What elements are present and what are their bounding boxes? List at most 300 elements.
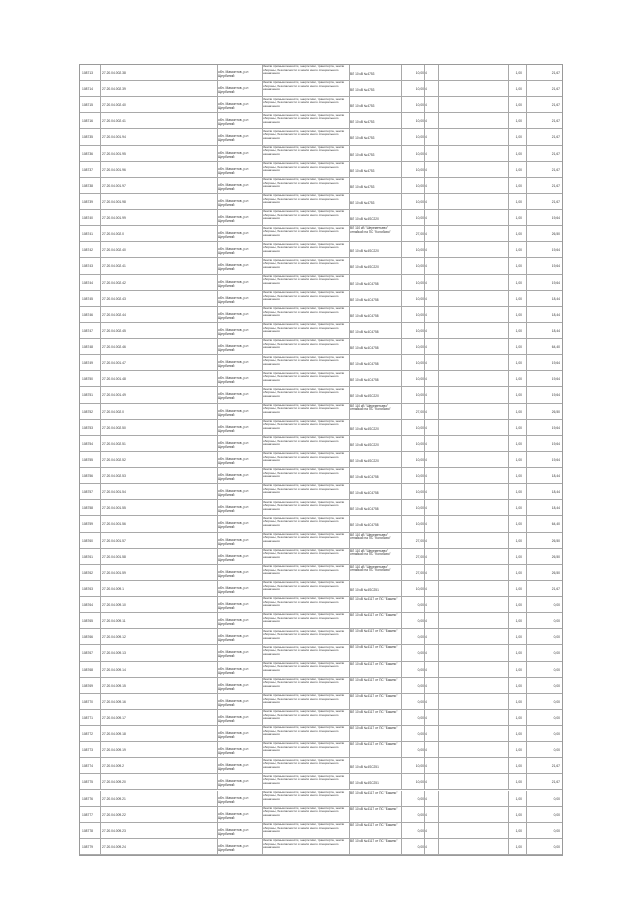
cell-location: обл. Мамонтов, р-н Щербиний <box>218 166 249 175</box>
column-divider <box>438 355 439 370</box>
cell-sum: 0,00 <box>553 619 560 624</box>
column-divider <box>508 97 509 112</box>
cell-id: 108713 <box>82 71 94 75</box>
cell-unit: 4 <box>425 280 427 285</box>
cell-object-name: ВЛ 110 кВ "Шереметьево" отпайкой на ПС "Колобово" <box>350 564 391 573</box>
column-divider <box>526 484 527 499</box>
cell-location: обл. Мамонтов, р-н Щербиний <box>218 440 249 449</box>
column-divider <box>438 436 439 451</box>
cell-rate: 1,00 <box>515 570 522 575</box>
cell-rate: 1,00 <box>515 296 522 301</box>
column-divider <box>526 807 527 822</box>
cell-land-category: Земли промышленности, энергетики, транспорта, земли обороны, безопасности и земли иного специального назначения <box>263 274 345 285</box>
table-row <box>80 533 562 549</box>
column-divider <box>526 791 527 806</box>
column-divider <box>526 613 527 628</box>
column-divider <box>526 178 527 193</box>
cell-quantity: 10,00 <box>415 216 424 221</box>
cell-sum: 21,67 <box>551 764 560 769</box>
column-divider <box>438 323 439 338</box>
cell-quantity: 10,00 <box>415 345 424 350</box>
column-divider <box>526 162 527 177</box>
cell-id: 108775 <box>82 780 94 785</box>
cell-quantity: 0,00 <box>417 732 424 737</box>
cell-rate: 1,00 <box>515 474 522 479</box>
cell-cadastral-number: 27.20.04.001.47 <box>102 361 126 366</box>
column-divider <box>100 258 101 273</box>
cell-location: обл. Мамонтов, р-н Щербиний <box>218 134 249 143</box>
cell-land-category: Земли промышленности, энергетики, транспорта, земли обороны, безопасности и земли иного специального назначения <box>263 403 345 414</box>
table-row <box>80 339 562 355</box>
column-divider <box>438 210 439 225</box>
cell-location: обл. Мамонтов, р-н Щербиний <box>218 327 249 336</box>
cell-location: обл. Мамонтов, р-н Щербиний <box>218 376 249 385</box>
cell-unit: 4 <box>425 409 427 414</box>
column-divider <box>508 436 509 451</box>
column-divider <box>526 565 527 580</box>
cell-quantity: 0,00 <box>417 699 424 704</box>
cell-cadastral-number: 27.20.04.002.0 <box>102 232 124 237</box>
cell-cadastral-number: 27.20.04.002.51 <box>102 441 126 446</box>
column-divider <box>100 81 101 96</box>
cell-id: 108758 <box>82 506 94 511</box>
cell-sum: 21,67 <box>551 71 560 75</box>
column-divider <box>438 420 439 435</box>
cell-location: обл. Мамонтов, р-н Щербиний <box>218 618 249 627</box>
cell-cadastral-number: 27.20.04.001.96 <box>102 167 126 172</box>
column-divider <box>100 65 101 80</box>
cell-location: обл. Мамонтов, р-н Щербиний <box>218 392 249 401</box>
column-divider <box>438 516 439 531</box>
column-divider <box>508 242 509 257</box>
table-row <box>80 758 562 774</box>
column-divider <box>100 194 101 209</box>
column-divider <box>526 839 527 854</box>
cell-unit: 4 <box>425 699 427 704</box>
column-divider <box>508 307 509 322</box>
table-row <box>80 194 562 210</box>
cell-id: 108770 <box>82 699 94 704</box>
cell-id: 108769 <box>82 683 94 688</box>
column-divider <box>438 97 439 112</box>
column-divider <box>508 113 509 128</box>
column-divider <box>438 807 439 822</box>
column-divider <box>508 323 509 338</box>
cell-sum: 0,00 <box>553 699 560 704</box>
column-divider <box>508 162 509 177</box>
column-divider <box>100 226 101 241</box>
cell-cadastral-number: 27.20.04.002.40 <box>102 248 126 253</box>
cell-land-category: Земли промышленности, энергетики, транспорта, земли обороны, безопасности и земли иного специального назначения <box>263 435 345 447</box>
column-divider <box>508 146 509 161</box>
cell-cadastral-number: 27.20.04.002.42 <box>102 280 126 285</box>
cell-cadastral-number: 27.20.04.009.20 <box>102 780 126 785</box>
column-divider <box>438 484 439 499</box>
cell-sum: 18,44 <box>551 328 560 333</box>
cell-id: 108774 <box>82 764 94 769</box>
column-divider <box>508 452 509 467</box>
column-divider <box>100 275 101 290</box>
cell-id: 108735 <box>82 135 94 140</box>
cell-sum: 0,00 <box>553 748 560 753</box>
cell-rate: 1,00 <box>515 748 522 753</box>
cell-cadastral-number: 27.20.04.001.59 <box>102 570 126 575</box>
column-divider <box>526 129 527 144</box>
column-divider <box>526 678 527 693</box>
cell-location: обл. Мамонтов, р-н Щербиний <box>218 650 249 659</box>
column-divider <box>508 484 509 499</box>
cell-quantity: 10,00 <box>415 377 424 382</box>
cell-id: 108773 <box>82 748 94 753</box>
table-row <box>80 258 562 274</box>
cell-object-name: ВЛ 10 кВ №4753 <box>350 120 375 125</box>
cell-location: обл. Мамонтов, р-н Щербиний <box>218 585 249 594</box>
cell-land-category: Земли промышленности, энергетики, транспорта, земли обороны, безопасности и земли иного специального назначения <box>263 339 345 350</box>
cell-cadastral-number: 27.20.04.009.11 <box>102 619 126 624</box>
table-row <box>80 726 562 742</box>
cell-object-name: ВЛ 10 кВ №4753 <box>350 152 375 157</box>
cell-land-category: Земли промышленности, энергетики, транспорта, земли обороны, безопасности и земли иного специального назначения <box>263 210 345 221</box>
column-divider <box>100 129 101 144</box>
column-divider <box>526 694 527 709</box>
column-divider <box>100 597 101 612</box>
column-divider <box>100 758 101 773</box>
cell-id: 108751 <box>82 393 94 398</box>
cell-sum: 0,00 <box>553 667 560 672</box>
register-table <box>79 64 563 856</box>
column-divider <box>438 242 439 257</box>
cell-sum: 64,40 <box>551 522 560 527</box>
cell-cadastral-number: 27.20.04.002.45 <box>102 328 126 333</box>
cell-object-name: ВЛ 10 кВ №4SC251 <box>350 765 379 770</box>
cell-object-name: ВЛ 10 кВ №4С4758 <box>350 281 379 286</box>
cell-quantity: 0,00 <box>417 828 424 833</box>
column-divider <box>100 774 101 789</box>
cell-unit: 4 <box>425 87 427 92</box>
cell-rate: 1,00 <box>515 554 522 559</box>
column-divider <box>100 645 101 660</box>
column-divider <box>508 339 509 354</box>
column-divider <box>508 371 509 386</box>
column-divider <box>100 726 101 741</box>
cell-quantity: 0,00 <box>417 603 424 608</box>
column-divider <box>100 516 101 531</box>
cell-location: обл. Мамонтов, р-н Щербиний <box>218 763 249 772</box>
column-divider <box>526 742 527 757</box>
table-row <box>80 97 562 113</box>
cell-cadastral-number: 27.20.04.009.23 <box>102 828 126 833</box>
table-row <box>80 839 562 855</box>
column-divider <box>100 484 101 499</box>
cell-object-name: ВЛ 10 кВ №4117 от ПС "Бакино" <box>350 790 398 795</box>
cell-id: 108714 <box>82 87 94 92</box>
column-divider <box>508 291 509 306</box>
column-divider <box>438 468 439 483</box>
cell-cadastral-number: 27.20.04.001.94 <box>102 135 126 140</box>
cell-location: обл. Мамонтов, р-н Щербиний <box>218 424 249 433</box>
cell-object-name: ВЛ 10 кВ №4SC220 <box>350 217 379 222</box>
cell-land-category: Земли промышленности, энергетики, транспорта, земли обороны, безопасности и земли иного специального назначения <box>263 564 345 576</box>
cell-object-name: ВЛ 10 кВ №4117 от ПС "Бакино" <box>350 806 398 811</box>
cell-object-name: ВЛ 10 кВ №4С4758 <box>350 313 379 318</box>
cell-unit: 4 <box>425 151 427 156</box>
column-divider <box>100 178 101 193</box>
cell-location: обл. Мамонтов, р-н Щербиний <box>218 843 249 852</box>
column-divider <box>438 726 439 741</box>
column-divider <box>508 742 509 757</box>
table-row <box>80 242 562 258</box>
column-divider <box>508 533 509 548</box>
table-row <box>80 500 562 516</box>
column-divider <box>508 387 509 402</box>
column-divider <box>100 581 101 596</box>
cell-location: обл. Мамонтов, р-н Щербиний <box>218 360 249 369</box>
cell-id: 108757 <box>82 490 94 495</box>
cell-unit: 4 <box>425 328 427 333</box>
table-row <box>80 355 562 371</box>
cell-id: 108745 <box>82 296 94 301</box>
cell-land-category: Земли промышленности, энергетики, транспорта, земли обороны, безопасности и земли иного специального назначения <box>263 693 345 705</box>
table-row <box>80 742 562 758</box>
cell-land-category: Земли промышленности, энергетики, транспорта, земли обороны, безопасности и земли иного специального назначения <box>263 758 345 769</box>
table-row <box>80 710 562 726</box>
cell-unit: 4 <box>425 828 427 833</box>
cell-quantity: 10,00 <box>415 248 424 253</box>
column-divider <box>438 565 439 580</box>
cell-location: обл. Мамонтов, р-н Щербиний <box>218 505 249 514</box>
column-divider <box>438 404 439 419</box>
cell-unit: 4 <box>425 619 427 624</box>
cell-rate: 1,00 <box>515 216 522 221</box>
cell-sum: 0,00 <box>553 603 560 608</box>
cell-id: 108743 <box>82 264 94 269</box>
cell-unit: 4 <box>425 216 427 221</box>
cell-object-name: ВЛ 110 кВ "Шереметьево" отпайкой на ПС "Колобово" <box>350 548 391 557</box>
cell-quantity: 10,00 <box>415 393 424 398</box>
column-divider <box>438 774 439 789</box>
cell-unit: 4 <box>425 635 427 640</box>
column-divider <box>526 339 527 354</box>
cell-location: обл. Мамонтов, р-н Щербиний <box>218 102 249 111</box>
column-divider <box>100 242 101 257</box>
column-divider <box>100 613 101 628</box>
cell-land-category: Земли промышленности, энергетики, транспорта, земли обороны, безопасности и земли иного специального назначения <box>263 548 345 559</box>
table-row <box>80 597 562 613</box>
column-divider <box>438 533 439 548</box>
cell-unit: 4 <box>425 199 427 204</box>
cell-unit: 4 <box>425 522 427 527</box>
cell-sum: 21,67 <box>551 586 560 591</box>
cell-land-category: Земли промышленности, энергетики, транспорта, земли обороны, безопасности и земли иного специального назначения <box>263 290 345 301</box>
column-divider <box>100 420 101 435</box>
column-divider <box>526 533 527 548</box>
cell-land-category: Земли промышленности, энергетики, транспорта, земли обороны, безопасности и земли иного специального назначения <box>263 726 345 737</box>
column-divider <box>508 581 509 596</box>
cell-land-category: Земли промышленности, энергетики, транспорта, земли обороны, безопасности и земли иного специального назначения <box>263 822 345 834</box>
cell-object-name: ВЛ 10 кВ №4753 <box>350 72 375 76</box>
column-divider <box>526 81 527 96</box>
cell-quantity: 10,00 <box>415 474 424 479</box>
table-row <box>80 146 562 162</box>
cell-rate: 1,00 <box>515 312 522 317</box>
cell-location: обл. Мамонтов, р-н Щербиний <box>218 247 249 256</box>
cell-cadastral-number: 27.20.04.009.24 <box>102 844 126 849</box>
cell-sum: 0,00 <box>553 732 560 737</box>
table-row <box>80 113 562 129</box>
table-row <box>80 129 562 145</box>
cell-id: 108772 <box>82 732 94 737</box>
cell-unit: 4 <box>425 296 427 301</box>
cell-cadastral-number: 27.20.04.001.97 <box>102 183 126 188</box>
cell-quantity: 10,00 <box>415 135 424 140</box>
cell-unit: 4 <box>425 683 427 688</box>
cell-land-category: Земли промышленности, энергетики, транспорта, земли обороны, безопасности и земли иного специального назначения <box>263 193 345 205</box>
column-divider <box>526 210 527 225</box>
cell-location: обл. Мамонтов, р-н Щербиний <box>218 344 249 353</box>
cell-object-name: ВЛ 10 кВ №4С4758 <box>350 378 379 383</box>
cell-land-category: Земли промышленности, энергетики, транспорта, земли обороны, безопасности и земли иного специального назначения <box>263 806 345 817</box>
cell-land-category: Земли промышленности, энергетики, транспорта, земли обороны, безопасности и земли иного специального назначения <box>263 387 345 398</box>
cell-sum: 0,00 <box>553 796 560 801</box>
cell-cadastral-number: 27.20.04.009.22 <box>102 812 126 817</box>
column-divider <box>508 678 509 693</box>
column-divider <box>100 339 101 354</box>
column-divider <box>508 662 509 677</box>
cell-sum: 18,44 <box>551 474 560 479</box>
cell-location: обл. Мамонтов, р-н Щербиний <box>218 666 249 675</box>
cell-unit: 4 <box>425 361 427 366</box>
cell-sum: 21,67 <box>551 199 560 204</box>
cell-sum: 18,44 <box>551 490 560 495</box>
cell-rate: 1,00 <box>515 135 522 140</box>
column-divider <box>508 194 509 209</box>
cell-id: 108716 <box>82 119 94 124</box>
cell-quantity: 10,00 <box>415 71 424 75</box>
column-divider <box>100 355 101 370</box>
table-row <box>80 452 562 468</box>
cell-unit: 4 <box>425 651 427 656</box>
column-divider <box>508 839 509 854</box>
cell-rate: 1,00 <box>515 603 522 608</box>
column-divider <box>526 452 527 467</box>
cell-rate: 1,00 <box>515 345 522 350</box>
cell-location: обл. Мамонтов, р-н Щербиний <box>218 569 249 578</box>
cell-location: обл. Мамонтов, р-н Щербиний <box>218 731 249 740</box>
cell-id: 108715 <box>82 103 94 108</box>
cell-id: 108752 <box>82 409 94 414</box>
column-divider <box>508 807 509 822</box>
cell-sum: 19,64 <box>551 264 560 269</box>
cell-rate: 1,00 <box>515 425 522 430</box>
cell-id: 108748 <box>82 345 94 350</box>
table-row <box>80 678 562 694</box>
column-divider <box>100 210 101 225</box>
cell-location: обл. Мамонтов, р-н Щербиний <box>218 86 249 95</box>
cell-cadastral-number: 27.20.04.009.10 <box>102 603 126 608</box>
column-divider <box>438 307 439 322</box>
table-row <box>80 629 562 645</box>
cell-rate: 1,00 <box>515 264 522 269</box>
table-row <box>80 662 562 678</box>
cell-quantity: 10,00 <box>415 119 424 124</box>
cell-land-category: Земли промышленности, энергетики, транспорта, земли обороны, безопасности и земли иного специального назначения <box>263 129 345 140</box>
cell-object-name: ВЛ 10 кВ №4117 от ПС "Бакино" <box>350 613 398 618</box>
cell-location: обл. Мамонтов, р-н Щербиний <box>218 521 249 530</box>
cell-cadastral-number: 27.20.04.002.39 <box>102 87 126 92</box>
cell-id: 108738 <box>82 183 94 188</box>
column-divider <box>526 758 527 773</box>
column-divider <box>526 146 527 161</box>
column-divider <box>438 758 439 773</box>
cell-unit: 4 <box>425 441 427 446</box>
cell-land-category: Земли промышленности, энергетики, транспорта, земли обороны, безопасности и земли иного специального назначения <box>263 65 345 76</box>
column-divider <box>100 839 101 854</box>
column-divider <box>508 791 509 806</box>
cell-id: 108740 <box>82 216 94 221</box>
cell-location: обл. Мамонтов, р-н Щербиний <box>218 779 249 788</box>
cell-location: обл. Мамонтов, р-н Щербиний <box>218 118 249 127</box>
cell-rate: 1,00 <box>515 651 522 656</box>
cell-rate: 1,00 <box>515 71 522 75</box>
cell-quantity: 27,00 <box>415 232 424 237</box>
cell-rate: 1,00 <box>515 103 522 108</box>
cell-quantity: 10,00 <box>415 296 424 301</box>
cell-rate: 1,00 <box>515 119 522 124</box>
cell-land-category: Земли промышленности, энергетики, транспорта, земли обороны, безопасности и земли иного специального назначения <box>263 484 345 495</box>
cell-rate: 1,00 <box>515 828 522 833</box>
cell-cadastral-number: 27.20.04.002.44 <box>102 312 126 317</box>
column-divider <box>526 823 527 838</box>
cell-quantity: 10,00 <box>415 361 424 366</box>
column-divider <box>100 678 101 693</box>
column-divider <box>526 194 527 209</box>
cell-quantity: 0,00 <box>417 812 424 817</box>
column-divider <box>438 291 439 306</box>
cell-sum: 21,67 <box>551 167 560 172</box>
cell-rate: 1,00 <box>515 377 522 382</box>
cell-sum: 26,50 <box>551 570 560 575</box>
cell-object-name: ВЛ 10 кВ №4SC251 <box>350 781 379 786</box>
cell-sum: 21,67 <box>551 135 560 140</box>
column-divider <box>508 65 509 80</box>
column-divider <box>438 645 439 660</box>
column-divider <box>508 645 509 660</box>
cell-land-category: Земли промышленности, энергетики, транспорта, земли обороны, безопасности и земли иного специального назначения <box>263 645 345 656</box>
column-divider <box>438 662 439 677</box>
column-divider <box>526 436 527 451</box>
cell-unit: 4 <box>425 135 427 140</box>
cell-object-name: ВЛ 10 кВ №4SC220 <box>350 265 379 270</box>
cell-object-name: ВЛ 110 кВ "Шереметьево" отпайкой на ПС "Колобово" <box>350 226 391 234</box>
cell-object-name: ВЛ 10 кВ №4117 от ПС "Бакино" <box>350 693 398 698</box>
cell-unit: 4 <box>425 71 427 75</box>
cell-unit: 4 <box>425 474 427 479</box>
column-divider <box>438 371 439 386</box>
column-divider <box>438 339 439 354</box>
cell-rate: 1,00 <box>515 232 522 237</box>
cell-quantity: 0,00 <box>417 635 424 640</box>
column-divider <box>438 710 439 725</box>
cell-quantity: 0,00 <box>417 619 424 624</box>
cell-sum: 0,00 <box>553 812 560 817</box>
cell-location: обл. Мамонтов, р-н Щербиний <box>218 150 249 159</box>
table-row <box>80 581 562 597</box>
cell-location: обл. Мамонтов, р-н Щербиний <box>218 747 249 756</box>
cell-rate: 1,00 <box>515 844 522 849</box>
column-divider <box>526 581 527 596</box>
cell-land-category: Земли промышленности, энергетики, транспорта, земли обороны, безопасности и земли иного специального назначения <box>263 790 345 801</box>
column-divider <box>526 371 527 386</box>
